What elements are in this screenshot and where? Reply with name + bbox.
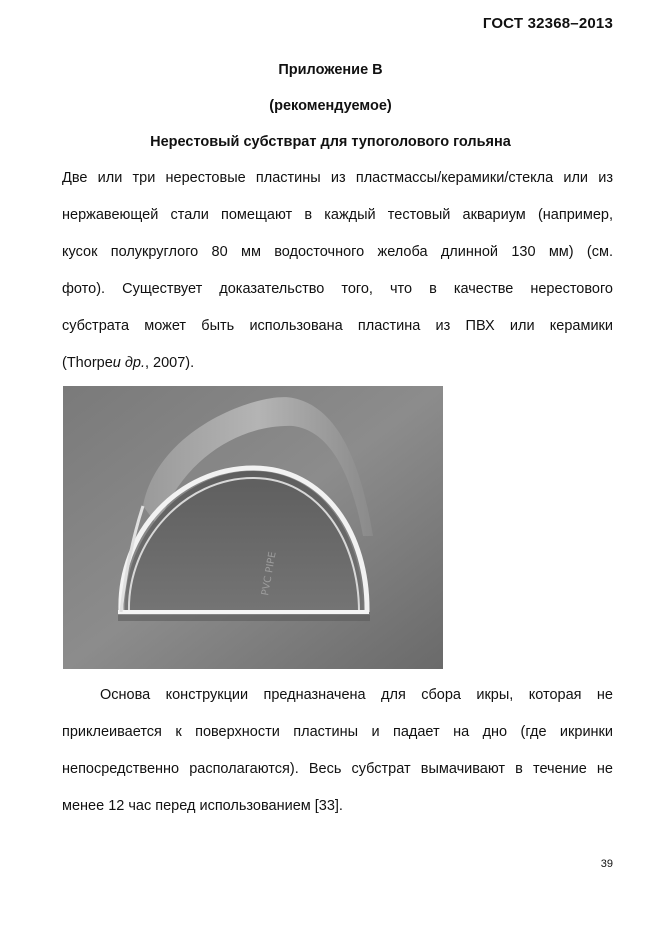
paragraph-line: субстрата может быть использована пластина из ПВХ или керамики — [62, 318, 613, 334]
spawning-substrate-photo — [63, 386, 443, 669]
paragraph-line: кусок полукруглого 80 мм водосточного желоба длинной 130 мм) (см. — [62, 244, 613, 260]
paragraph-line: приклеивается к поверхности пластины и падает на дно (где икринки — [62, 724, 613, 740]
citation-etal: и др. — [112, 355, 145, 371]
paragraph-line: менее 12 час перед использованием [33]. — [62, 798, 343, 814]
paragraph-line: фото). Существует доказательство того, что в качестве нерестового — [62, 281, 613, 297]
pipe-marking: PVC PIPE — [260, 550, 279, 597]
citation-year: , 2007). — [144, 355, 195, 371]
paragraph-1 — [62, 160, 613, 382]
page-number: 39 — [600, 858, 613, 870]
document-code: ГОСТ 32368–2013 — [482, 15, 613, 32]
appendix-status: (рекомендуемое) — [269, 98, 392, 114]
paragraph-line: нержавеющей стали помещают в каждый тестовый аквариум (например, — [62, 207, 613, 223]
paragraph-line: Основа конструкции предназначена для сбора икры, которая не — [100, 687, 613, 703]
appendix-title: Приложение В — [278, 62, 383, 78]
citation-author: (Thorpe — [62, 355, 113, 371]
section-heading: Нерестовый субстврат для тупоголового гольяна — [150, 134, 511, 150]
paragraph-line: Две или три нерестовые пластины из пластмассы/керамики/стекла или из — [62, 170, 613, 186]
paragraph-2 — [62, 677, 613, 825]
citation-line — [62, 345, 613, 382]
paragraph-line: непосредственно располагаются). Весь субстрат вымачивают в течение не — [62, 761, 613, 777]
